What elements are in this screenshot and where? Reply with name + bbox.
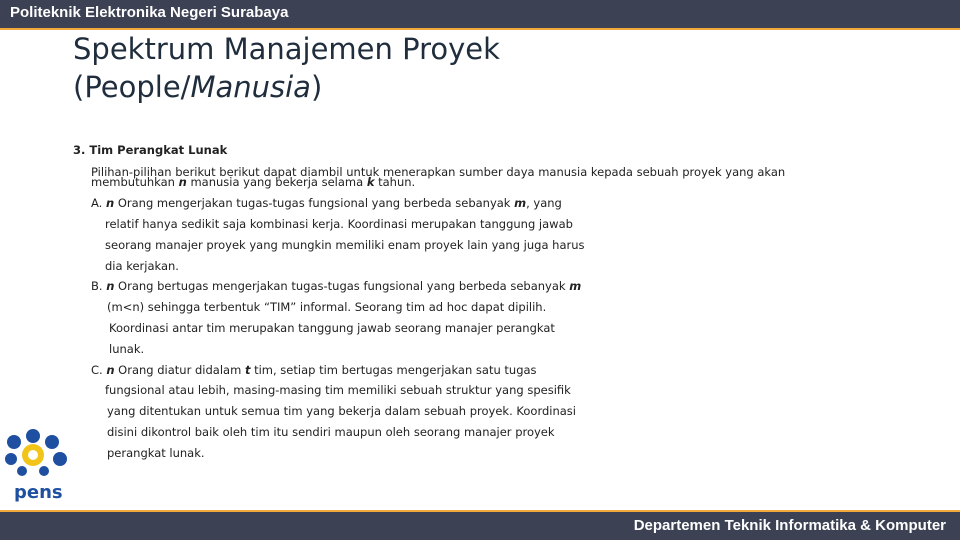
item-c-line-1: C. n Orang diatur didalam t tim, setiap tim bertugas mengerjakan satu tugas xyxy=(91,363,537,377)
intro-line-1: Pilihan-pilihan berikut berikut dapat diambil untuk menerapkan sumber daya manusia kepada sebuah proyek yang akan xyxy=(91,165,786,179)
item-c-line-2: fungsional atau lebih, masing-masing tim memiliki sebuah struktur yang spesifik xyxy=(105,383,571,397)
slide-title xyxy=(73,30,500,106)
footer-bar xyxy=(0,512,960,540)
item-b-line-2: (m<n) sehingga terbentuk “TIM” informal. Seorang tim ad hoc dapat dipilih. xyxy=(107,300,547,314)
item-a-line-3: seorang manajer proyek yang mungkin memiliki enam proyek lain yang juga harus xyxy=(105,238,585,252)
title-line-2-prefix: (People/ xyxy=(73,70,191,104)
header-bar xyxy=(0,0,960,28)
department-name: Departemen Teknik Informatika & Komputer xyxy=(633,517,946,534)
title-line-1: Spektrum Manajemen Proyek xyxy=(73,32,500,66)
item-c-line-4: disini dikontrol baik oleh tim itu sendiri maupun oleh seorang manajer proyek xyxy=(107,425,555,439)
title-line-2-italic: Manusia xyxy=(190,70,311,104)
item-a-line-2: relatif hanya sedikit saja kombinasi kerja. Koordinasi merupakan tanggung jawab xyxy=(105,217,573,231)
item-c-line-3: yang ditentukan untuk semua tim yang bekerja dalam sebuah proyek. Koordinasi xyxy=(107,404,576,418)
title-line-2-suffix: ) xyxy=(310,70,323,104)
item-b-line-4: lunak. xyxy=(109,342,145,356)
intro-line-2: membutuhkan n manusia yang bekerja selama k tahun. xyxy=(91,175,416,189)
item-a-line-4: dia kerjakan. xyxy=(105,259,179,273)
logo-text: pens xyxy=(14,482,63,503)
section-heading: 3. Tim Perangkat Lunak xyxy=(73,143,228,157)
institution-name: Politeknik Elektronika Negeri Surabaya xyxy=(10,4,289,21)
item-c-line-5: perangkat lunak. xyxy=(107,446,205,460)
item-b-line-3: Koordinasi antar tim merupakan tanggung jawab seorang manajer perangkat xyxy=(109,321,555,335)
item-b-line-1: B. n Orang bertugas mengerjakan tugas-tugas fungsional yang berbeda sebanyak m xyxy=(91,279,582,293)
pens-logo-icon xyxy=(0,428,80,508)
item-a-line-1: A. n Orang mengerjakan tugas-tugas fungsional yang berbeda sebanyak m, yang xyxy=(91,196,562,210)
